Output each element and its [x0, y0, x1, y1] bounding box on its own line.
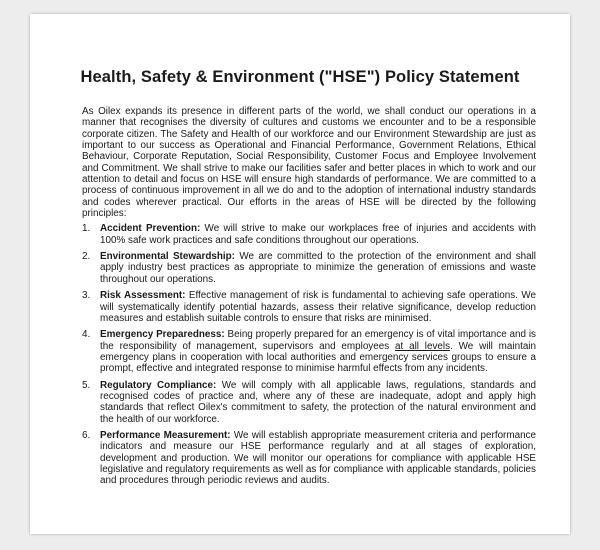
principle-text: . We will maintain emergency plans in cooperation with local authorities and emergency services groups to ensure a prompt, effective and integrated response to minimise harmful effects from any incidents. [100, 340, 536, 375]
principle-text: We will strive to make our workplaces free of injuries and accidents with 100% safe work practices and safe conditions throughout our operations. [100, 223, 536, 246]
principle-text: Effective management of risk is fundamental to achieving safe operations. We will systematically identify potential hazards, assess their relative significance, develop reduction measures and establish suitable controls to ensure that risks are minimised. [100, 290, 537, 324]
principle-item-performance-measurement [82, 430, 536, 487]
principle-number: 5. [82, 379, 91, 391]
document-body [82, 106, 536, 492]
principle-number: 2. [82, 251, 91, 263]
principle-text-underlined: at all levels [395, 340, 451, 352]
principle-item-emergency-preparedness [82, 329, 536, 374]
principle-item-regulatory-compliance [82, 380, 536, 425]
principle-item-accident-prevention [82, 223, 536, 246]
principle-number: 3. [82, 290, 91, 302]
principle-title: Performance Measurement: [100, 429, 231, 441]
principle-title: Risk Assessment: [100, 290, 186, 302]
principle-title: Environmental Stewardship: [100, 251, 235, 263]
principle-item-risk-assessment [82, 290, 536, 324]
principle-number: 6. [82, 429, 91, 441]
principle-text: We will comply with all applicable laws, regulations, standards and recognised codes of practice and, where any of these are inadequate, adopt and apply high standards that reflect Oilex's commitment to safety, the protection of the natural environment and the health of our workforce. [100, 379, 536, 425]
principle-text: Being properly prepared for an emergency is of vital importance and is the responsibility of management, supervisors and employees [100, 329, 536, 352]
principle-title: Accident Prevention: [100, 223, 201, 235]
document-page [30, 14, 570, 534]
principle-text: We will establish appropriate measurement criteria and performance indicators and measure our HSE performance regularly and at all stages of exploration, development and production. We will monitor our operations for compliance with applicable HSE legislative and regulatory requirements as well as for compliance with applicable standards, policies and procedures through periodic reviews and audits. [100, 429, 536, 487]
principle-title: Emergency Preparedness: [100, 329, 225, 341]
principle-text: We are committed to the protection of the environment and shall apply industry best practices as appropriate to minimize the generation of emissions and waste throughout our operations. [100, 251, 536, 285]
principle-item-environmental-stewardship [82, 251, 536, 285]
principle-number: 4. [82, 329, 91, 341]
principle-number: 1. [82, 223, 91, 235]
document-title: Health, Safety & Environment ("HSE") Policy Statement [80, 68, 520, 86]
intro-paragraph: As Oilex expands its presence in different parts of the world, we shall conduct our operations in a manner that recognises the diversity of cultures and customs we encounter and to be a responsible corporate citizen. The Safety and Health of our workforce and our Environment Stewardship are just as important to our success as Operational and Financial Performance, Government Relations, Ethical Behaviour, Corporate Reputation, Social Responsibility, Customer Focus and Employee Involvement and Commitment. We shall strive to make our facilities safer and better places in which to work and our attention to detail and focus on HSE will ensure high standards of performance. We are committed to a process of continuous improvement in all we do and to the adoption of international industry standards and codes wherever practical. Our efforts in the areas of HSE will be directed by the following principles: [82, 106, 536, 220]
principles-list [82, 223, 536, 486]
principle-title: Regulatory Compliance: [100, 379, 217, 391]
